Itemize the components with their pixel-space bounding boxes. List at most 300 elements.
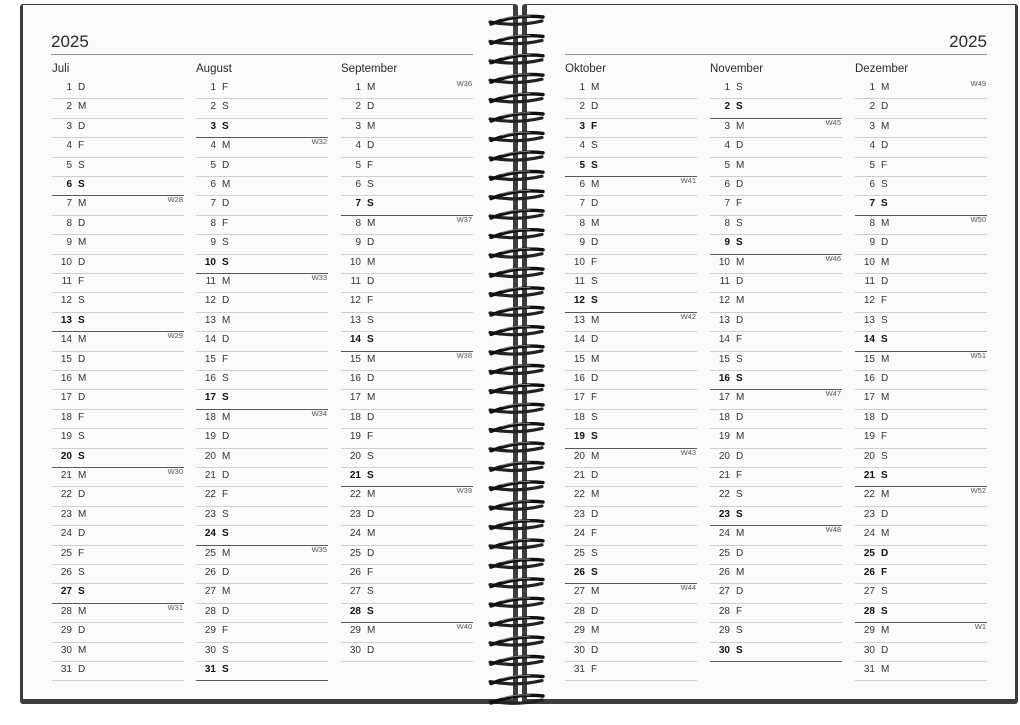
week-number: W29 [167,331,183,341]
day-row[interactable] [565,506,697,526]
day-row[interactable] [341,448,473,468]
weekday-letter: D [367,644,375,656]
day-row[interactable] [710,157,842,177]
day-number: 6 [869,179,875,190]
day-row[interactable] [341,370,473,390]
day-row[interactable] [565,157,697,177]
day-row[interactable] [341,215,473,235]
day-row[interactable] [855,176,987,196]
day-row[interactable] [565,137,697,157]
spiral-ring [490,578,543,586]
spiral-ring [490,93,543,101]
day-row[interactable] [52,486,184,506]
weekday-letter: S [736,489,743,501]
day-row[interactable] [565,292,697,312]
weekday-letter: S [78,450,85,462]
weekday-letter: S [78,179,85,190]
weekday-letter: M [367,217,376,229]
day-row[interactable] [52,292,184,312]
day-row[interactable] [710,583,842,603]
day-number: 7 [724,198,730,210]
day-number: 17 [349,392,361,404]
week-number: W50 [970,214,986,224]
day-row[interactable] [565,486,697,506]
day-row[interactable] [52,351,184,371]
day-number: 11 [864,276,875,287]
day-row[interactable] [196,312,328,332]
day-row[interactable] [855,254,987,274]
weekday-letter: M [222,140,231,152]
weekday-letter: S [736,237,743,249]
day-row[interactable] [855,370,987,390]
day-row[interactable] [52,525,184,545]
day-row[interactable] [855,564,987,584]
day-row[interactable] [565,312,697,332]
day-row[interactable] [855,98,987,118]
day-row[interactable] [52,642,184,662]
weekday-letter: S [591,159,598,171]
day-row[interactable] [341,292,473,312]
day-row[interactable] [52,157,184,177]
weekday-letter: M [78,237,87,249]
day-row[interactable] [710,467,842,487]
weekday-letter: D [591,508,599,520]
day-row[interactable] [565,583,697,603]
spiral-ring [490,540,543,548]
day-row[interactable] [196,118,328,138]
day-row[interactable] [52,370,184,390]
day-row[interactable] [710,409,842,429]
day-row[interactable] [196,564,328,584]
day-row[interactable] [710,79,842,99]
day-row[interactable] [565,370,697,390]
week-number: W41 [680,176,696,185]
day-row[interactable] [196,545,328,565]
weekday-letter: M [591,586,600,598]
day-row[interactable] [52,312,184,332]
day-row[interactable] [710,215,842,235]
day-number: 28 [863,605,875,617]
day-number: 28 [60,605,72,617]
day-number: 26 [718,567,730,578]
day-row[interactable] [341,486,473,506]
spiral-ring [490,443,543,451]
weekday-letter: S [736,82,743,93]
week-number: W46 [825,253,841,263]
day-row[interactable] [565,467,697,487]
day-row[interactable] [52,195,184,215]
day-row[interactable] [565,525,697,545]
day-number: 16 [573,373,585,384]
day-row[interactable] [341,118,473,138]
weekday-letter: D [736,314,744,326]
spiral-ring [490,520,543,528]
day-row[interactable] [52,603,184,623]
day-row[interactable] [565,118,697,138]
spiral-ring [490,501,543,509]
day-row[interactable] [341,467,473,487]
day-row[interactable] [855,351,987,371]
day-row[interactable] [855,486,987,506]
day-row[interactable] [341,525,473,545]
day-row[interactable] [855,234,987,254]
weekday-letter: F [78,411,85,423]
day-row[interactable] [341,409,473,429]
day-number: 6 [66,179,72,190]
day-row[interactable] [196,234,328,254]
day-row[interactable] [341,564,473,584]
day-row[interactable] [196,622,328,642]
day-row[interactable] [196,176,328,196]
day-row[interactable] [341,195,473,215]
weekday-letter: F [591,392,598,404]
day-row[interactable] [710,486,842,506]
day-row[interactable] [710,98,842,118]
day-number: 16 [60,373,72,384]
day-row[interactable] [196,448,328,468]
day-number: 3 [66,120,72,132]
day-row[interactable] [52,98,184,118]
day-row[interactable] [855,137,987,157]
weekday-letter: F [222,82,229,93]
day-row[interactable] [52,409,184,429]
weekday-letter: D [881,411,889,423]
day-row[interactable] [52,215,184,235]
day-row[interactable] [710,118,842,138]
day-row[interactable] [196,428,328,448]
weekday-letter: D [736,179,744,190]
day-row[interactable] [565,215,697,235]
day-row[interactable] [710,351,842,371]
day-row[interactable] [196,467,328,487]
day-row[interactable] [196,506,328,526]
weekday-letter: D [222,431,230,443]
day-row[interactable] [52,118,184,138]
day-row[interactable] [855,583,987,603]
day-row[interactable] [52,506,184,526]
weekday-letter: D [591,373,599,384]
day-row[interactable] [710,370,842,390]
day-row[interactable] [52,428,184,448]
day-row[interactable] [565,603,697,623]
day-row[interactable] [710,428,842,448]
day-row[interactable] [196,486,328,506]
day-row[interactable] [196,98,328,118]
spiral-ring [490,171,543,179]
day-number: 26 [573,567,585,578]
day-number: 1 [869,82,875,93]
day-row[interactable] [710,273,842,293]
day-row[interactable] [565,331,697,351]
day-row[interactable] [196,583,328,603]
month-name: November [710,63,764,75]
weekday-letter: D [367,373,375,384]
day-row[interactable] [341,583,473,603]
day-number: 5 [355,159,361,171]
day-row[interactable] [565,661,697,681]
day-row[interactable] [341,98,473,118]
weekday-letter: S [222,373,229,384]
day-row[interactable] [52,254,184,274]
day-row[interactable] [196,331,328,351]
day-row[interactable] [710,137,842,157]
weekday-letter: M [591,179,600,190]
day-row[interactable] [196,79,328,99]
day-row[interactable] [52,564,184,584]
day-row[interactable] [710,389,842,409]
day-number: 27 [573,586,585,598]
day-number: 13 [573,314,585,326]
day-number: 12 [718,295,730,307]
weekday-letter: F [736,470,743,481]
day-row[interactable] [196,254,328,274]
day-row[interactable] [341,428,473,448]
weekday-letter: S [591,547,598,559]
day-row[interactable] [710,176,842,196]
day-row[interactable] [341,642,473,662]
weekday-letter: M [591,217,600,229]
day-number: 29 [863,625,875,637]
spiral-ring [490,326,543,334]
day-row[interactable] [52,622,184,642]
weekday-letter: D [78,489,86,501]
day-row[interactable] [341,603,473,623]
day-row[interactable] [565,622,697,642]
day-row[interactable] [341,545,473,565]
day-row[interactable] [710,331,842,351]
day-row[interactable] [855,525,987,545]
spiral-ring [490,287,543,295]
day-row[interactable] [565,564,697,584]
day-row[interactable] [565,254,697,274]
day-row[interactable] [710,254,842,274]
day-row[interactable] [710,642,842,662]
day-row[interactable] [710,506,842,526]
day-number: 7 [579,198,585,210]
day-row[interactable] [855,389,987,409]
day-row[interactable] [855,603,987,623]
day-number: 5 [66,159,72,171]
day-row[interactable] [196,157,328,177]
day-row[interactable] [341,389,473,409]
day-row[interactable] [855,467,987,487]
week-number: W47 [825,389,841,399]
day-row[interactable] [565,642,697,662]
weekday-letter: S [367,334,374,346]
day-row[interactable] [196,370,328,390]
day-row[interactable] [710,545,842,565]
day-row[interactable] [565,448,697,468]
day-row[interactable] [52,545,184,565]
weekday-letter: M [78,101,87,113]
day-row[interactable] [341,312,473,332]
day-row[interactable] [196,195,328,215]
day-row[interactable] [565,428,697,448]
weekday-letter: F [78,276,85,287]
day-row[interactable] [341,506,473,526]
weekday-letter: S [881,586,888,598]
day-row[interactable] [710,603,842,623]
weekday-letter: M [881,489,890,501]
day-row[interactable] [565,98,697,118]
day-row[interactable] [565,79,697,99]
day-number: 14 [349,334,361,346]
day-row[interactable] [341,176,473,196]
day-number: 28 [573,605,585,617]
day-row[interactable] [341,273,473,293]
day-row[interactable] [52,79,184,99]
day-row[interactable] [855,195,987,215]
day-number: 8 [66,217,72,229]
spiral-ring [490,675,543,683]
day-number: 2 [579,101,585,113]
day-row[interactable] [196,642,328,662]
day-row[interactable] [565,234,697,254]
spiral-ring [490,16,543,24]
day-row[interactable] [855,428,987,448]
day-number: 13 [60,314,72,326]
weekday-letter: M [881,353,890,365]
day-row[interactable] [710,622,842,642]
day-row[interactable] [855,312,987,332]
day-row[interactable] [855,506,987,526]
weekday-letter: D [591,198,599,210]
day-row[interactable] [710,292,842,312]
weekday-letter: S [881,470,888,481]
day-row[interactable] [855,331,987,351]
month-name: August [196,63,232,75]
spiral-ring [490,462,543,470]
day-row[interactable] [196,409,328,429]
day-row[interactable] [52,448,184,468]
day-row[interactable] [855,157,987,177]
week-number: W30 [167,467,183,476]
day-row[interactable] [196,273,328,293]
day-row[interactable] [710,564,842,584]
weekday-letter: M [222,179,231,190]
day-row[interactable] [855,118,987,138]
day-row[interactable] [196,525,328,545]
day-row[interactable] [565,273,697,293]
day-row[interactable] [341,254,473,274]
weekday-letter: M [736,392,745,404]
day-row[interactable] [710,525,842,545]
day-row[interactable] [52,234,184,254]
weekday-letter: D [222,198,230,210]
day-row[interactable] [855,79,987,99]
day-row[interactable] [565,195,697,215]
weekday-letter: D [591,605,599,617]
day-number: 17 [204,392,216,404]
day-row[interactable] [710,234,842,254]
day-number: 26 [60,567,72,578]
day-row[interactable] [341,622,473,642]
day-row[interactable] [341,351,473,371]
day-row[interactable] [565,409,697,429]
day-number: 23 [573,508,585,520]
day-row[interactable] [52,331,184,351]
day-row[interactable] [196,292,328,312]
day-row[interactable] [196,661,328,681]
weekday-letter: M [78,470,87,481]
day-row[interactable] [196,351,328,371]
day-number: 24 [60,528,72,540]
day-row[interactable] [341,234,473,254]
week-number: W48 [825,525,841,535]
weekday-letter: S [222,392,229,404]
day-row[interactable] [196,389,328,409]
day-row[interactable] [196,603,328,623]
weekday-letter: S [591,431,598,443]
day-number: 27 [60,586,72,598]
day-number: 2 [210,101,216,113]
day-row[interactable] [52,389,184,409]
weekday-letter: M [736,295,745,307]
day-number: 23 [204,508,216,520]
day-row[interactable] [52,467,184,487]
weekday-letter: M [78,373,87,384]
day-row[interactable] [855,273,987,293]
day-number: 11 [574,276,585,287]
day-row[interactable] [341,79,473,99]
spiral-ring [490,656,543,664]
day-row[interactable] [855,448,987,468]
day-row[interactable] [196,215,328,235]
day-row[interactable] [855,215,987,235]
weekday-letter: M [881,120,890,132]
day-row[interactable] [855,292,987,312]
day-row[interactable] [52,137,184,157]
day-row[interactable] [52,176,184,196]
day-row[interactable] [710,312,842,332]
week-number: W42 [680,311,696,321]
day-row[interactable] [341,137,473,157]
day-number: 15 [204,353,216,365]
day-row[interactable] [52,661,184,681]
day-row[interactable] [196,137,328,157]
day-number: 5 [724,159,730,171]
day-number: 4 [724,140,730,152]
weekday-letter: S [78,295,85,307]
day-row[interactable] [710,195,842,215]
day-row[interactable] [52,583,184,603]
day-row[interactable] [565,389,697,409]
day-row[interactable] [855,661,987,681]
weekday-letter: D [367,140,375,152]
weekday-letter: D [881,276,889,287]
day-row[interactable] [855,642,987,662]
spiral-ring [490,249,543,257]
day-number: 18 [863,411,875,423]
day-row[interactable] [710,448,842,468]
day-row[interactable] [565,351,697,371]
day-number: 12 [573,295,585,307]
day-row[interactable] [341,157,473,177]
day-number: 3 [724,120,730,132]
day-row[interactable] [341,331,473,351]
day-row[interactable] [52,273,184,293]
day-row[interactable] [565,176,697,196]
weekday-letter: D [78,256,86,268]
day-number: 7 [66,198,72,210]
day-row[interactable] [855,409,987,429]
day-number: 31 [573,664,585,675]
weekday-letter: D [591,334,599,346]
day-row[interactable] [855,622,987,642]
day-row[interactable] [565,545,697,565]
day-row[interactable] [855,545,987,565]
weekday-letter: S [881,605,888,617]
